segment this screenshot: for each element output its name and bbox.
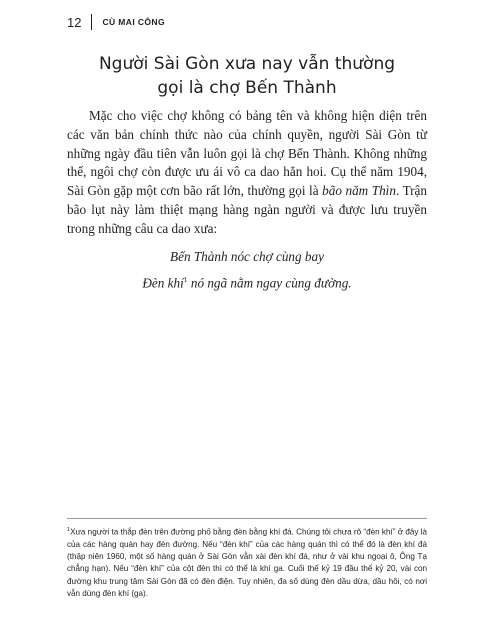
verse-line-2 — [67, 275, 427, 291]
running-head: CÙ MAI CÔNG — [102, 17, 165, 27]
section-title-line1: Người Sài Gòn xưa nay vẫn thường — [98, 54, 396, 74]
verse-line2-a: Đèn khí — [142, 275, 184, 291]
section-title-line2: gọi là chợ Bến Thành — [157, 78, 337, 98]
verse-line2-b: nó ngã nằm ngay cùng đường. — [187, 275, 352, 291]
header-divider — [91, 14, 92, 30]
section-title — [67, 52, 427, 100]
paragraph-part2: . Trận bão lụt này làm thiệt mạng hàng ngàn người và được lưu truyền trong những câu ca dao xưa: — [67, 183, 428, 236]
footnote-ref: 1 — [183, 275, 188, 284]
footnote-marker: 1 — [67, 527, 71, 533]
footnote-text: Xưa người ta thắp đèn trên đường phố bằng đèn bằng khí đá. Chúng tôi chưa rõ “đèn khí” ở đây là của các hàng quán hay đèn đường. Nếu “đèn khí” của các hàng quán thì có thể đó là đèn khí đá (thập niên 1960, một số hàng quán ở Sài Gòn vẫn xài đèn khí đá, như ở vài khu ngoại ô, Ông Tạ chẳng hạn). Nếu “đèn khí” của cột đèn thì có thể là khí ga. Cuối thế kỷ 19 đầu thế kỷ 20, vài con đường khu trung tâm Sài Gòn đã có đèn điện. Tuy nhiên, đa số dùng đèn dầu dừa, dầu hôi, có nơi vẫn dùng đèn khí (ga). — [67, 527, 427, 598]
footnote — [67, 524, 427, 600]
page-header — [67, 14, 165, 30]
paragraph-part1: Mặc cho việc chợ không có bảng tên và không hiện diện trên các văn bản chính thức nào của chính quyền, người Sài Gòn từ những ngày đầu tiên vẫn luôn gọi là chợ Bến Thành. Không những thế, ngôi chợ còn được ưu ái vô ca dao hẳn hoi. Cụ thể năm 1904, Sài Gòn gặp một cơn bão rất lớn, thường gọi là — [67, 108, 427, 199]
paragraph-italic: bão năm Thìn — [322, 183, 396, 199]
body-paragraph — [67, 107, 427, 239]
verse-line-1: Bến Thành nóc chợ cùng bay — [170, 249, 324, 264]
footnote-divider — [67, 518, 427, 519]
page-number: 12 — [67, 14, 82, 30]
